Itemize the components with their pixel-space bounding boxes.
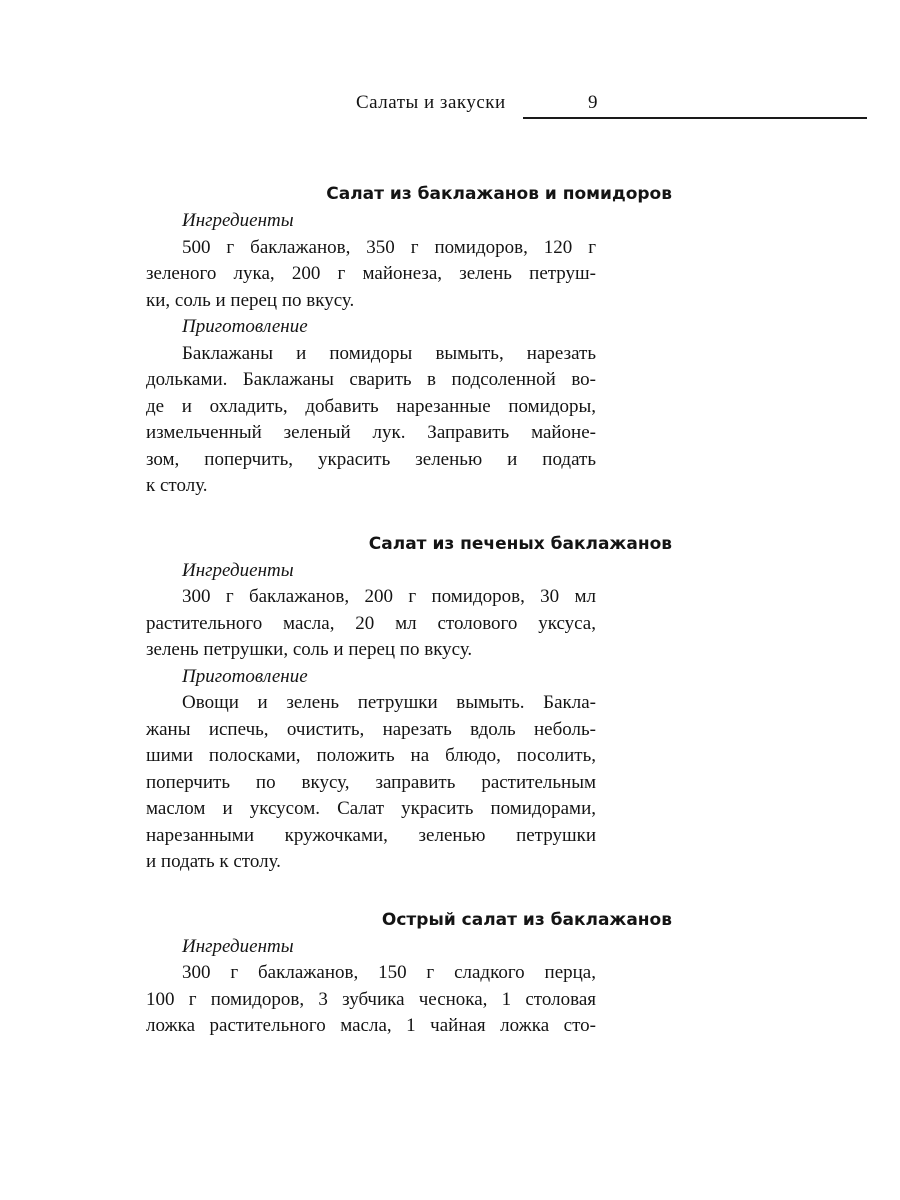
text-column: [146, 180, 672, 1070]
ingredients-text: [146, 960, 596, 1040]
text-line: ложка растительного масла, 1 чайная ложка сто-: [146, 1015, 596, 1036]
page-number: 9: [588, 92, 598, 113]
text-line: Овощи и зелень петрушки вымыть. Бакла-: [182, 692, 596, 713]
recipe-title: Острый салат из баклажанов: [381, 909, 672, 930]
recipe-title: Салат из печеных баклажанов: [368, 533, 672, 554]
running-head-title: Салаты и закуски: [356, 92, 506, 113]
text-line: ки, соль и перец по вкусу.: [146, 289, 355, 311]
method-label: Приготовление: [182, 665, 308, 687]
text-line: де и охладить, добавить нарезанные помидоры,: [146, 395, 596, 417]
text-line: поперчить по вкусу, заправить растительным: [146, 771, 596, 793]
ingredients-text: [146, 235, 596, 315]
ingredients-label: Ингредиенты: [182, 935, 294, 957]
text-line: растительного масла, 20 мл столового уксуса,: [146, 612, 596, 634]
recipe: [146, 180, 672, 500]
text-line: к столу.: [146, 475, 208, 496]
text-line: жаны испечь, очистить, нарезать вдоль неболь-: [146, 718, 596, 740]
ingredients-label: Ингредиенты: [182, 559, 294, 581]
method-text: [146, 690, 596, 876]
text-line: 100 г помидоров, 3 зубчика чеснока, 1 столовая: [146, 988, 596, 1010]
ingredients-label: Ингредиенты: [182, 210, 294, 231]
text-line: 300 г баклажанов, 150 г сладкого перца,: [182, 962, 596, 983]
text-line: измельченный зеленый лук. Заправить майоне-: [146, 422, 596, 443]
method-label: Приготовление: [182, 316, 308, 337]
ingredients-text: [146, 584, 596, 664]
recipe: [146, 906, 672, 1040]
running-head: [356, 92, 867, 120]
text-line: и подать к столу.: [146, 851, 281, 872]
recipe-title: Салат из баклажанов и помидоров: [326, 184, 672, 204]
text-line: зелень петрушки, соль и перец по вкусу.: [146, 639, 473, 660]
text-line: зеленого лука, 200 г майонеза, зелень петруш-: [146, 263, 596, 284]
text-line: маслом и уксусом. Салат украсить помидорами,: [146, 798, 596, 819]
text-line: зом, поперчить, украсить зеленью и подать: [146, 448, 596, 470]
text-line: 300 г баклажанов, 200 г помидоров, 30 мл: [182, 586, 596, 607]
text-line: 500 г баклажанов, 350 г помидоров, 120 г: [182, 236, 596, 258]
text-line: Баклажаны и помидоры вымыть, нарезать: [182, 342, 596, 364]
header-rule: [523, 117, 867, 119]
text-line: нарезанными кружочками, зеленью петрушки: [146, 824, 596, 846]
text-line: шими полосками, положить на блюдо, посолить,: [146, 745, 596, 766]
method-text: [146, 341, 596, 500]
recipe: [146, 530, 672, 876]
text-line: дольками. Баклажаны сварить в подсоленной во-: [146, 369, 596, 390]
